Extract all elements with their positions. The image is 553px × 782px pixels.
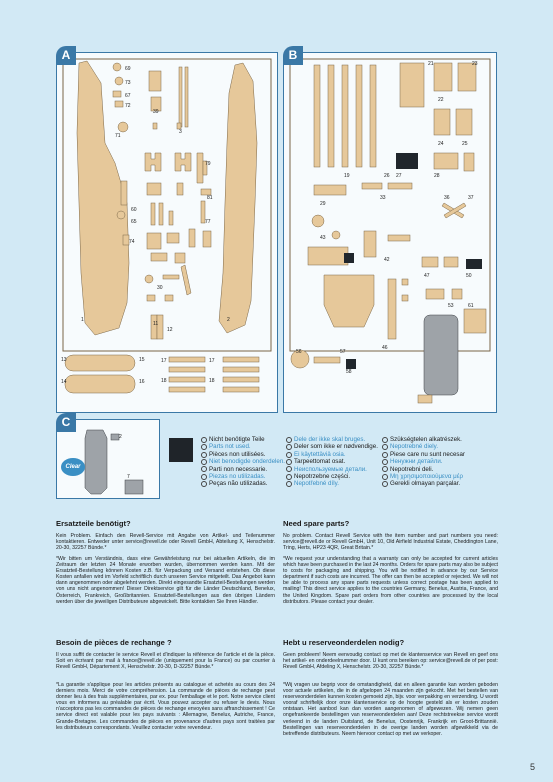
svg-text:28: 28: [434, 173, 440, 179]
svg-text:71: 71: [115, 133, 121, 139]
svg-text:37: 37: [468, 195, 474, 201]
svg-text:33: 33: [380, 195, 386, 201]
sprue-a-parts: [57, 53, 277, 412]
unused-parts-swatch: [169, 438, 193, 462]
svg-text:61: 61: [468, 303, 474, 309]
svg-text:46: 46: [382, 345, 388, 351]
para-nl-2: *Wij vragen uw begrip voor de omstandigheid, dat en alleen garantie kan worden geboden voor actuele artikelen, die in de afgelopen 24 maanden zijn gekocht. Met het bestellen van reserveonderdelen kunnen kosten gemoeid zijn, bijv. voor verpakking en verzending. U wordt vooraf schriftelijk door onze klantenservice op de hoogte gesteld als er kosten zouden ontstaan. Het aanbod kan dan worden aangenomen of afgewezen. Wij nemen geen ongefrankeerde bestellingen van reserveonderdelen aan! Deze rechtstreekse service wordt verleend in de landen Duitsland, de Benelux, Oostenrijk, Frankrijk en Groot-Brittannië. Bestellingen van reserveonderdelen in de overige landen worden afgewikkeld via de betreffende distributeurs. Neem hiervoor contact op met uw verkoper.: [283, 682, 498, 737]
svg-text:69: 69: [125, 66, 131, 72]
heading-en: Need spare parts?: [283, 519, 350, 528]
sprue-a-tag: A: [56, 46, 76, 65]
para-de-2: *Wir bitten um Verständnis, dass eine Gewährleistung nur bei aktuellen Artikeln, die im Zeitraum der letzten 24 Monate erworben wurden, übernommen werden kann. Mit der Ersatzteil-Bestellung können Kosten z.B. für Verpackung und Versand entstehen. Ob diese Kosten anfallen wird im Vorfeld schriftlich durch unseren Service mitgeteilt. Das Angebot kann dann angenommen oder abgelehnt werden. Direkt eingesandte Ersatzteil-Bestellungen werden von uns nicht angenommen! Dieser Direktservice gilt für die Länder Deutschland, Benelux, Österreich, Frankreich, Großbritannien. Ersatzteil-Bestellungen aus den übrigen Ländern werden über die jeweiligen Distributeure abgewickelt. Bitte kontaktien Sie Ihren Händler.: [56, 556, 275, 605]
page-number: 5: [529, 762, 535, 772]
svg-text:14: 14: [61, 379, 67, 385]
legend-row: Неиспользуемые детали.: [286, 466, 378, 473]
svg-text:18: 18: [161, 378, 167, 384]
svg-text:11: 11: [153, 321, 159, 327]
heading-fr: Besoin de pièces de rechange ?: [56, 638, 172, 647]
legend-row: Niet benodigde onderdelen.: [201, 458, 285, 465]
legend-row: Parts not used.: [201, 443, 285, 450]
legend-row: Ei käytettäviä osia.: [286, 451, 378, 458]
svg-text:67: 67: [125, 93, 131, 99]
svg-text:79: 79: [205, 161, 211, 167]
svg-text:39: 39: [153, 109, 159, 115]
legend-row: Nepotrzebne części.: [286, 473, 378, 480]
svg-text:26: 26: [384, 173, 390, 179]
para-fr-2: *La garantie s'applique pour les articles présents au catalogue et achetés au cours des 24 derniers mois. Merci de votre compréhension. La commande de pièces de rechange peut donner lieu à des frais supplémentaires, par ex. pour l'emballage et le port. Notre service client vous en informera au préalable par écrit. Vous pouvez accepter ou refuser le devis. Nous n'acceptons pas les commandes de pièces de rechange envoyées sans affranchissement ! Ce service direct est valable pour les pays suivants : Allemagne, Benelux, Autriche, France, Grande-Bretagne. Les commandes de pièces en provenance d'autres pays sont traitées par les distributeurs correspondants. Veuillez contacter votre revendeur.: [56, 682, 275, 731]
legend-row: Μη χρησιμοποιούμενα μέρ: [382, 473, 465, 480]
legend-row: Piese care nu sunt necesar: [382, 451, 465, 458]
svg-text:30: 30: [157, 285, 163, 291]
legend-row: Dele der ikke skal bruges.: [286, 436, 378, 443]
svg-text:17: 17: [209, 358, 215, 364]
svg-text:22: 22: [438, 97, 444, 103]
legend-row: Gerekli olmayan parçalar.: [382, 480, 465, 487]
svg-text:50: 50: [466, 273, 472, 279]
clear-badge: Clear: [61, 458, 85, 476]
svg-text:74: 74: [129, 239, 135, 245]
svg-text:24: 24: [438, 141, 444, 147]
para-nl-1: Geen probleem! Neem eenvoudig contact op met de klantenservice van Revell en geef ons het artikel- en onderdeelnummer door. U kunt ons bereiken op: service@revell.de of per post: Revell GmbH, Afdeling X, Henschelstr. 20-30, 32257 Bünde.*: [283, 652, 498, 671]
sprue-b-frame: [283, 52, 497, 413]
svg-text:65: 65: [131, 219, 137, 225]
legend-row: Parti non necessarie.: [201, 466, 285, 473]
svg-text:56: 56: [296, 349, 302, 355]
para-en-2: *We request your understanding that a warranty can only be accepted for current articles which have been purchased in the last 24 months. Orders for spare parts may also be subject to costs for packaging and shipping. You will be notified in advance by our Service department if such costs are incurred. The offer can then be accepted or rejected. We will not be able to process any spare parts requests unless correct postage has been applied to mailing! This direct service applies to the countries Germany, Benelux, Austria, France, and the United Kingdom. Spare part orders from other countries are processed by the local distributors. Please contact your dealer.: [283, 556, 498, 605]
legend-row: Szükségtelen alkatrészek.: [382, 436, 465, 443]
svg-text:18: 18: [209, 378, 215, 384]
svg-text:47: 47: [424, 273, 430, 279]
legend-row: Piezas no utilizadas.: [201, 473, 285, 480]
svg-text:19: 19: [344, 173, 350, 179]
svg-text:16: 16: [139, 379, 145, 385]
svg-text:15: 15: [139, 357, 145, 363]
svg-text:17: 17: [161, 358, 167, 364]
legend-row: Nepotřebné díly.: [286, 480, 378, 487]
svg-text:7: 7: [127, 474, 130, 480]
svg-text:23: 23: [472, 61, 478, 67]
legend-row: Nepotrebni deli.: [382, 466, 465, 473]
svg-text:60: 60: [131, 207, 137, 213]
svg-text:53: 53: [448, 303, 454, 309]
legend-row: Peças não utilizadas.: [201, 480, 285, 487]
sprue-b-tag: B: [283, 46, 303, 65]
sprue-a-frame: [56, 52, 278, 413]
legend-row: Deler som ikke er nødvendige.: [286, 443, 378, 450]
svg-text:36: 36: [444, 195, 450, 201]
svg-text:13: 13: [61, 357, 67, 363]
svg-text:29: 29: [320, 201, 326, 207]
legend-row: Nepotrebné diely.: [382, 443, 465, 450]
svg-text:21: 21: [428, 61, 434, 67]
svg-text:72: 72: [125, 103, 131, 109]
svg-text:3: 3: [179, 129, 182, 135]
svg-text:43: 43: [320, 235, 326, 241]
svg-text:81: 81: [207, 195, 213, 201]
svg-text:2: 2: [119, 434, 122, 440]
svg-text:1: 1: [81, 317, 84, 323]
svg-text:25: 25: [462, 141, 468, 147]
heading-de: Ersatzteile benötigt?: [56, 519, 131, 528]
svg-text:73: 73: [125, 80, 131, 86]
svg-text:27: 27: [396, 173, 402, 179]
heading-nl: Hebt u reserveonderdelen nodig?: [283, 638, 405, 647]
svg-text:77: 77: [205, 219, 211, 225]
para-en-1: No problem. Contact Revell Service with the item number and part numbers you need: service@revell.de or Revell GmbH, Unit 10, Old Airfield Industrial Estate, Cheddington Lane, Tring, Herts, HP23 4QR, Great Britain.*: [283, 533, 498, 552]
sprue-b-parts: [284, 53, 496, 412]
legend-row: Tarpeettomat osat.: [286, 458, 378, 465]
svg-text:57: 57: [340, 349, 346, 355]
svg-text:12: 12: [167, 327, 173, 333]
legend-row: Nicht benötigte Teile: [201, 436, 285, 443]
legend-col-1: [201, 436, 285, 488]
legend-col-3: [382, 436, 465, 488]
para-fr-1: Il vous suffit de contacter le service Revell et d'indiquer la référence de l'article et de la pièce. Soit en écrivant par mail à france@revell.de (uniquement pour la France) ou par courrier à Revell GmbH, Département X, Henschelstr. 20-30, D-32257 Bünde.*: [56, 652, 275, 671]
legend-col-2: [286, 436, 378, 488]
para-de-1: Kein Problem. Einfach den Revell-Service mit Angabe von Artikel- und Teilenummer kontaktieren. Entweder unter service@revell.de oder Revell GmbH, Abteilung X, Henschelstr. 20-30, 32257 Bünde.*: [56, 533, 275, 552]
sprue-c-tag: C: [56, 413, 76, 432]
svg-text:2: 2: [227, 317, 230, 323]
svg-text:58: 58: [346, 369, 352, 375]
svg-text:42: 42: [384, 257, 390, 263]
legend-row: Pièces non utilisées.: [201, 451, 285, 458]
legend-row: Ненужни детайли.: [382, 458, 465, 465]
